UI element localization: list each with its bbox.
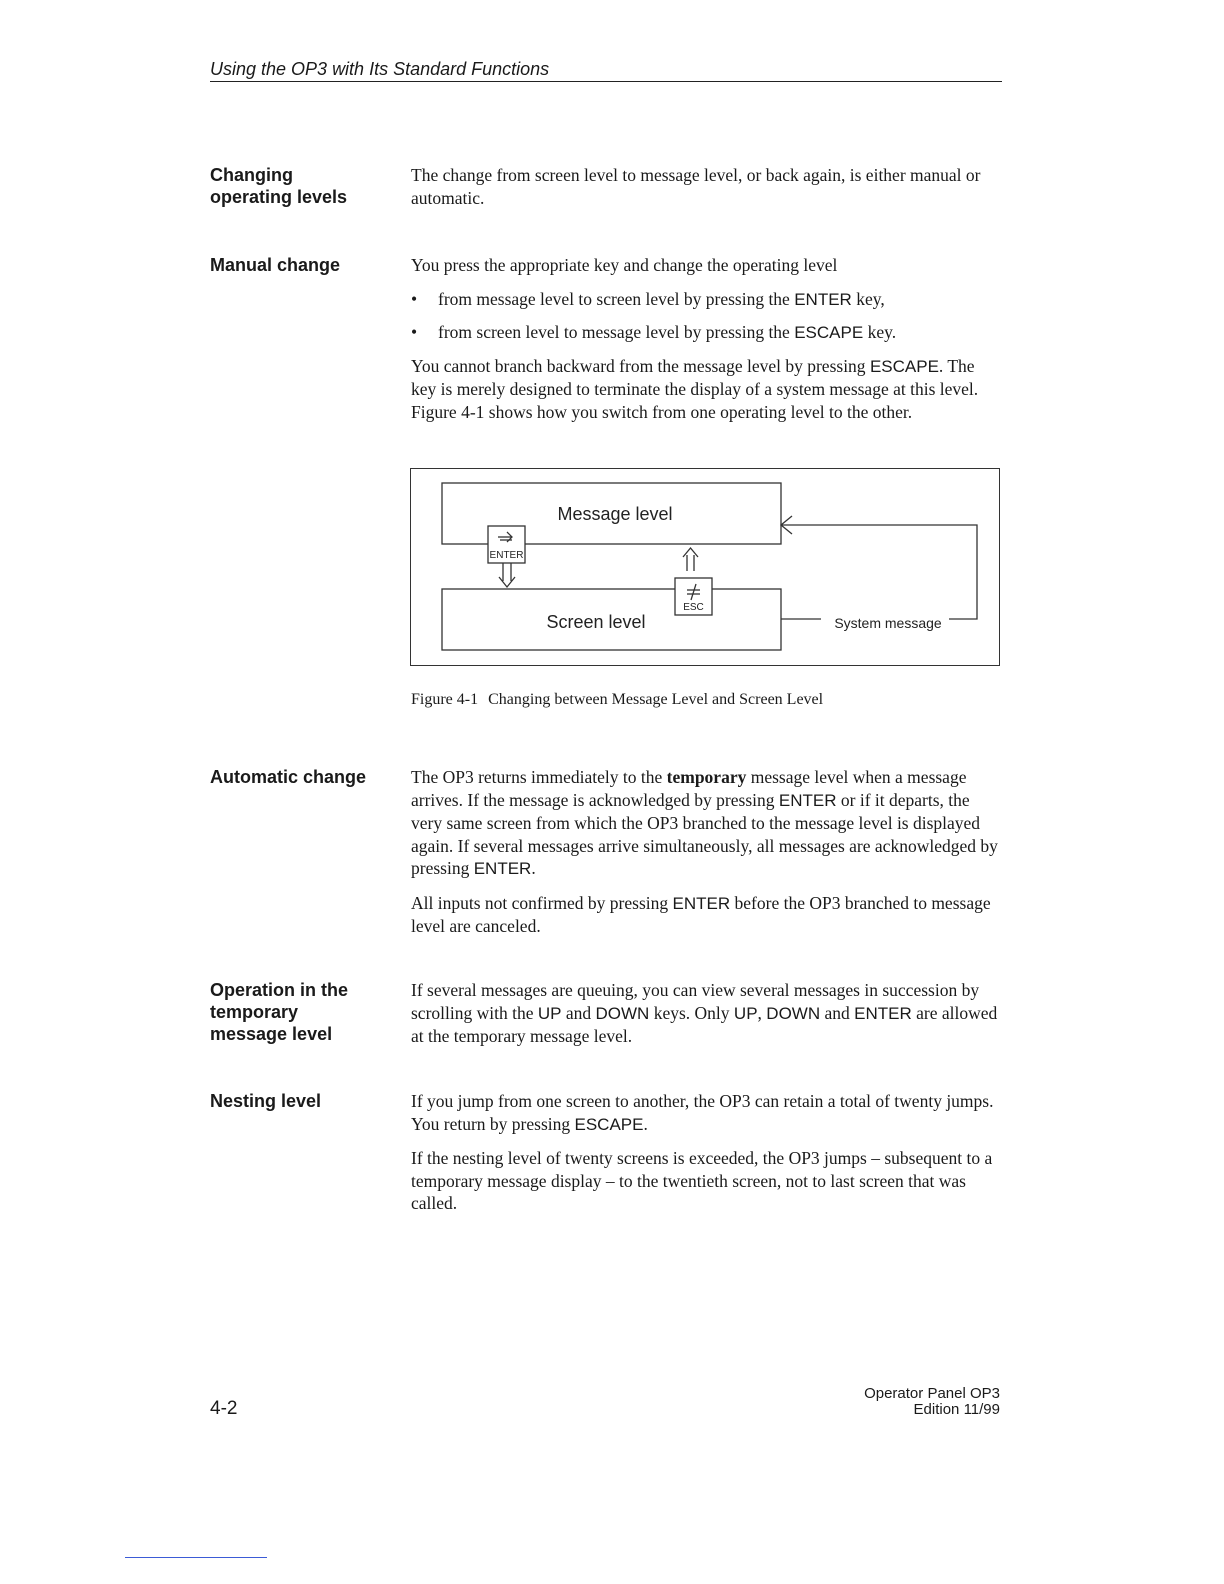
key-name: ENTER [778,790,837,810]
paragraph: You press the appropriate key and change the operating level [411,255,838,275]
section-temporary-message-level [411,979,1003,1059]
section-manual-change [411,254,1003,434]
key-name: ESCAPE [574,1114,644,1134]
figure-caption-text: Changing between Message Level and Screen Level [488,691,824,708]
section-nesting-level [411,1090,1003,1226]
paragraph: All inputs not confirmed by pressing ENTER before the OP3 branched to message level are canceled. [411,892,991,936]
section-changing-operating-levels [411,164,1003,220]
heading-nesting-level: Nesting level [210,1091,322,1111]
footer-rule [125,1557,267,1558]
heading-line: temporary [210,1002,299,1022]
heading-line: message level [210,1024,333,1044]
list-item: • from message level to screen level by pressing the ENTER key, [411,288,885,309]
heading-automatic-change: Automatic change [210,767,367,787]
system-message-return-line [781,525,977,619]
key-name: UP [733,1003,758,1023]
emphasis: temporary [666,767,747,787]
edition: Edition 11/99 [913,1401,1000,1418]
heading-line: Changing [210,165,293,185]
system-message-label: System message [834,615,942,631]
paragraph: The OP3 returns immediately to the temporary message level when a message arrives. If the message is acknowledged by pressing ENTER or if it departs, the very same screen from which the OP3 branched to the message level is displayed again. If several messages arrive simultaneously, all messages are acknowledged by pressing ENTER. [411,767,998,878]
running-header: Using the OP3 with Its Standard Functions [210,58,1002,82]
key-name: ENTER [672,893,731,913]
figure-number: Figure 4-1 [411,691,479,708]
page-number: 4-2 [210,1398,238,1419]
key-name: ESCAPE [869,356,939,376]
key-name: ENTER [794,289,852,309]
heading-changing-operating-levels [210,164,390,208]
figure-4-1 [410,468,1000,666]
bullet-icon: • [411,288,418,309]
heading-manual-change: Manual change [210,255,341,275]
key-name: ENTER [473,859,532,878]
list-item: • from screen level to message level by pressing the ESCAPE key. [411,322,897,342]
heading-temporary-message-level [210,979,390,1045]
key-name: DOWN [595,1003,650,1023]
key-name: UP [537,1003,562,1023]
heading-line: operating levels [210,187,348,207]
key-name: ESCAPE [794,323,864,342]
message-level-label: Message level [557,504,673,524]
key-name: DOWN [766,1003,821,1023]
paragraph: You cannot branch backward from the message level by pressing ESCAPE. The key is merely designed to terminate the display of a system message at this level. Figure 4-1 shows how you switch from one operating level to the other. [411,355,979,422]
footer-edition-info [760,1386,1000,1418]
screen-level-label: Screen level [546,612,646,632]
paragraph: If the nesting level of twenty screens is exceeded, the OP3 jumps – subsequent to a temporary message display – to the twentieth screen, not to last screen that was called. [411,1148,993,1213]
section-automatic-change [411,766,1003,949]
paragraph: If several messages are queuing, you can view several messages in succession by scrolling with the UP and DOWN keys. Only UP, DOWN and ENTER are allowed at the temporary message level. [411,980,998,1046]
level-diagram [411,469,999,665]
figure-caption [411,690,1011,710]
product-name: Operator Panel OP3 [864,1385,1000,1402]
esc-key-label: ESC [683,602,704,613]
bullet-icon: • [411,322,418,342]
down-double-arrow-icon [499,563,515,587]
key-name: ENTER [854,1003,912,1023]
paragraph: The change from screen level to message level, or back again, is either manual or automatic. [411,165,981,208]
paragraph: If you jump from one screen to another, the OP3 can retain a total of twenty jumps. You return by pressing ESCAPE. [411,1091,994,1134]
up-double-arrow-icon [683,548,698,571]
enter-key-label: ENTER [489,550,524,561]
heading-line: Operation in the [210,980,349,1000]
